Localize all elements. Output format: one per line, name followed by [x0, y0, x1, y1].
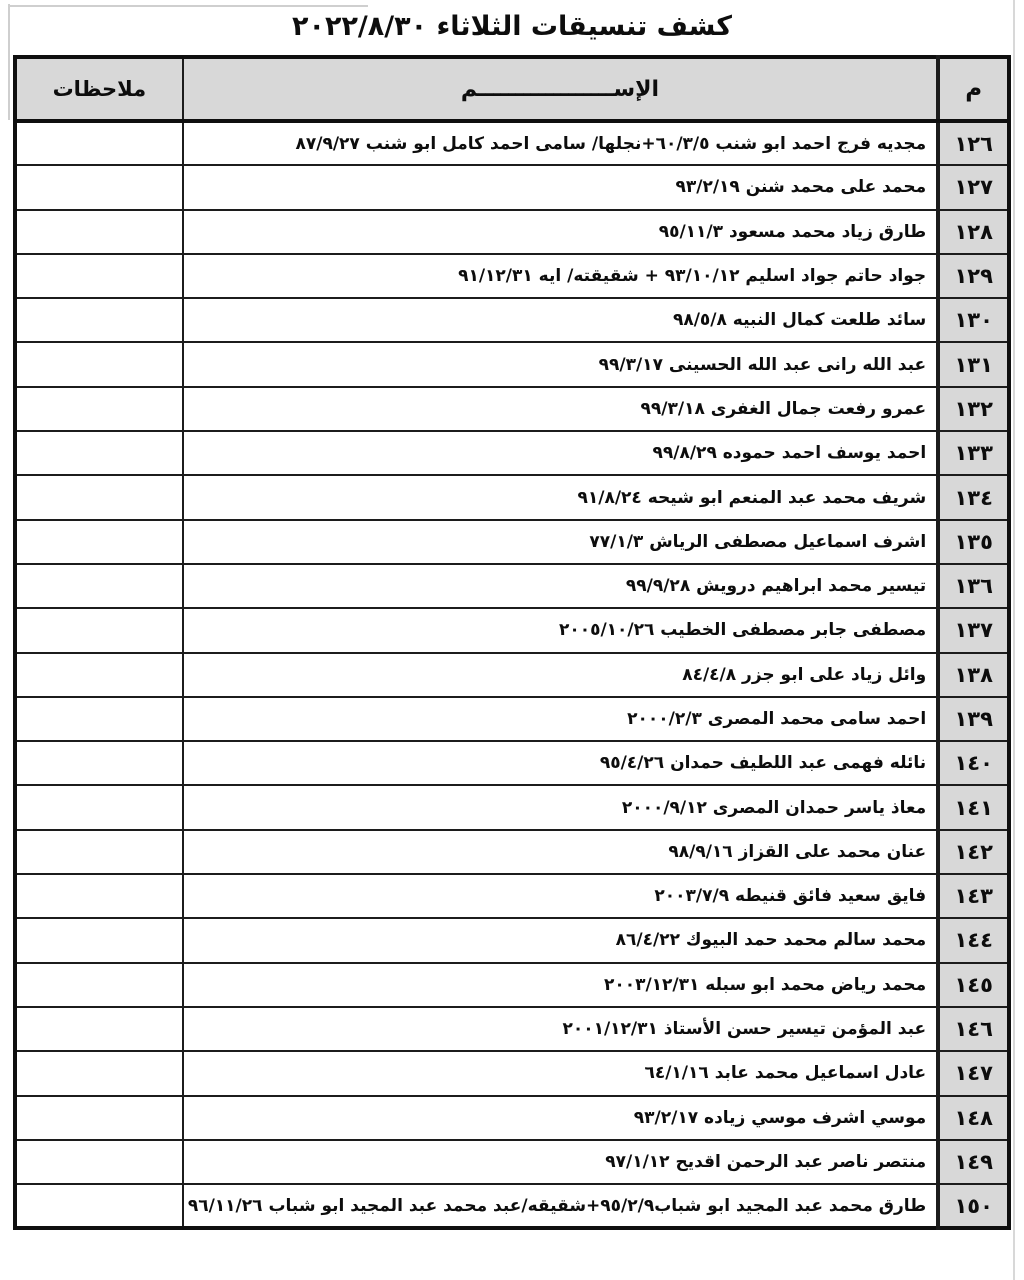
table-row: [15, 475, 1009, 519]
row-notes-cell: [15, 254, 183, 298]
table-row: [15, 254, 1009, 298]
row-name-cell: شريف محمد عبد المنعم ابو شيحه ٩١/٨/٢٤: [183, 475, 938, 519]
row-number-cell: ١٥٠: [938, 1184, 1009, 1228]
row-name-cell: محمد على محمد شنن ٩٣/٢/١٩: [183, 165, 938, 209]
row-number-cell: ١٣٢: [938, 387, 1009, 431]
table-row: [15, 785, 1009, 829]
row-name-cell: احمد سامى محمد المصرى ٢٠٠٠/٢/٣: [183, 697, 938, 741]
header-number-column: م: [938, 57, 1009, 121]
row-notes-cell: [15, 785, 183, 829]
row-number-cell: ١٤٩: [938, 1140, 1009, 1184]
row-number-cell: ١٤٧: [938, 1051, 1009, 1095]
row-notes-cell: [15, 298, 183, 342]
row-notes-cell: [15, 520, 183, 564]
row-notes-cell: [15, 741, 183, 785]
header-notes-column: ملاحظات: [15, 57, 183, 121]
table-row: [15, 1007, 1009, 1051]
row-number-cell: ١٣١: [938, 342, 1009, 386]
table-row: [15, 874, 1009, 918]
row-notes-cell: [15, 918, 183, 962]
row-name-cell: عبد المؤمن تيسير حسن الأستاذ ٢٠٠١/١٢/٣١: [183, 1007, 938, 1051]
coordination-table: [13, 55, 1011, 1230]
row-name-cell: موسي اشرف موسي زياده ٩٣/٢/١٧: [183, 1096, 938, 1140]
row-number-cell: ١٣٩: [938, 697, 1009, 741]
row-number-cell: ١٣٨: [938, 653, 1009, 697]
header-name-column: الإســــــــــــــــــم: [183, 57, 938, 121]
row-number-cell: ١٢٧: [938, 165, 1009, 209]
row-number-cell: ١٢٨: [938, 210, 1009, 254]
row-notes-cell: [15, 1051, 183, 1095]
row-number-cell: ١٤٢: [938, 830, 1009, 874]
row-number-cell: ١٣٧: [938, 608, 1009, 652]
row-notes-cell: [15, 608, 183, 652]
table-row: [15, 387, 1009, 431]
row-notes-cell: [15, 653, 183, 697]
table-header: [15, 57, 1009, 121]
table-row: [15, 298, 1009, 342]
row-name-cell: نائله فهمى عبد اللطيف حمدان ٩٥/٤/٢٦: [183, 741, 938, 785]
row-notes-cell: [15, 387, 183, 431]
scan-artifact-left: [8, 4, 10, 120]
row-notes-cell: [15, 1096, 183, 1140]
table-row: [15, 830, 1009, 874]
row-notes-cell: [15, 963, 183, 1007]
row-notes-cell: [15, 1007, 183, 1051]
row-name-cell: محمد سالم محمد حمد البيوك ٨٦/٤/٢٢: [183, 918, 938, 962]
row-number-cell: ١٢٦: [938, 121, 1009, 165]
row-notes-cell: [15, 121, 183, 165]
table-row: [15, 1184, 1009, 1228]
row-notes-cell: [15, 431, 183, 475]
table-row: [15, 741, 1009, 785]
table-row: [15, 1140, 1009, 1184]
row-number-cell: ١٣٣: [938, 431, 1009, 475]
row-name-cell: اشرف اسماعيل مصطفى الرياش ٧٧/١/٣: [183, 520, 938, 564]
row-notes-cell: [15, 830, 183, 874]
row-number-cell: ١٤٣: [938, 874, 1009, 918]
row-name-cell: احمد يوسف احمد حموده ٩٩/٨/٢٩: [183, 431, 938, 475]
scan-artifact-top: [8, 5, 368, 7]
row-number-cell: ١٣٦: [938, 564, 1009, 608]
row-number-cell: ١٣٠: [938, 298, 1009, 342]
row-name-cell: منتصر ناصر عبد الرحمن اقديح ٩٧/١/١٢: [183, 1140, 938, 1184]
row-number-cell: ١٤٠: [938, 741, 1009, 785]
row-notes-cell: [15, 342, 183, 386]
page-title: كشف تنسيقات الثلاثاء ٢٠٢٢/٨/٣٠: [292, 11, 732, 42]
table-row: [15, 520, 1009, 564]
table-row: [15, 210, 1009, 254]
table-row: [15, 342, 1009, 386]
table-row: [15, 653, 1009, 697]
table-body: [15, 121, 1009, 1228]
row-number-cell: ١٤٦: [938, 1007, 1009, 1051]
table-row: [15, 1096, 1009, 1140]
row-name-cell: جواد حاتم جواد اسليم ٩٣/١٠/١٢ + شقيقته/ ايه ٩١/١٢/٣١: [183, 254, 938, 298]
row-name-cell: سائد طلعت كمال النبيه ٩٨/٥/٨: [183, 298, 938, 342]
row-name-cell: طارق محمد عبد المجيد ابو شباب٩٥/٢/٩+شقيقه/عبد محمد عبد المجيد ابو شباب ٩٦/١١/٢٦: [183, 1184, 938, 1228]
row-notes-cell: [15, 1140, 183, 1184]
row-name-cell: عنان محمد على القزاز ٩٨/٩/١٦: [183, 830, 938, 874]
row-notes-cell: [15, 210, 183, 254]
row-number-cell: ١٤٨: [938, 1096, 1009, 1140]
row-name-cell: عبد الله رانى عبد الله الحسينى ٩٩/٣/١٧: [183, 342, 938, 386]
row-notes-cell: [15, 1184, 183, 1228]
row-number-cell: ١٣٥: [938, 520, 1009, 564]
row-name-cell: محمد رياض محمد ابو سبله ٢٠٠٣/١٢/٣١: [183, 963, 938, 1007]
table-row: [15, 431, 1009, 475]
row-number-cell: ١٤٥: [938, 963, 1009, 1007]
table-row: [15, 121, 1009, 165]
row-name-cell: عادل اسماعيل محمد عابد ٦٤/١/١٦: [183, 1051, 938, 1095]
row-notes-cell: [15, 165, 183, 209]
table-row: [15, 165, 1009, 209]
table-row: [15, 963, 1009, 1007]
row-name-cell: فايق سعيد فائق قنيطه ٢٠٠٣/٧/٩: [183, 874, 938, 918]
row-name-cell: معاذ ياسر حمدان المصرى ٢٠٠٠/٩/١٢: [183, 785, 938, 829]
row-notes-cell: [15, 564, 183, 608]
row-notes-cell: [15, 874, 183, 918]
table-row: [15, 1051, 1009, 1095]
row-name-cell: وائل زياد على ابو جزر ٨٤/٤/٨: [183, 653, 938, 697]
scan-artifact-right: [1013, 0, 1015, 1280]
row-name-cell: طارق زياد محمد مسعود ٩٥/١١/٣: [183, 210, 938, 254]
table-row: [15, 697, 1009, 741]
row-name-cell: مجديه فرج احمد ابو شنب ٦٠/٣/٥+نجلها/ سامى احمد كامل ابو شنب ٨٧/٩/٢٧: [183, 121, 938, 165]
row-number-cell: ١٢٩: [938, 254, 1009, 298]
table-row: [15, 564, 1009, 608]
row-name-cell: مصطفى جابر مصطفى الخطيب ٢٠٠٥/١٠/٢٦: [183, 608, 938, 652]
table-row: [15, 918, 1009, 962]
row-notes-cell: [15, 697, 183, 741]
row-notes-cell: [15, 475, 183, 519]
row-number-cell: ١٣٤: [938, 475, 1009, 519]
table-row: [15, 608, 1009, 652]
row-name-cell: تيسير محمد ابراهيم درويش ٩٩/٩/٢٨: [183, 564, 938, 608]
row-number-cell: ١٤٤: [938, 918, 1009, 962]
row-number-cell: ١٤١: [938, 785, 1009, 829]
row-name-cell: عمرو رفعت جمال الغفرى ٩٩/٣/١٨: [183, 387, 938, 431]
